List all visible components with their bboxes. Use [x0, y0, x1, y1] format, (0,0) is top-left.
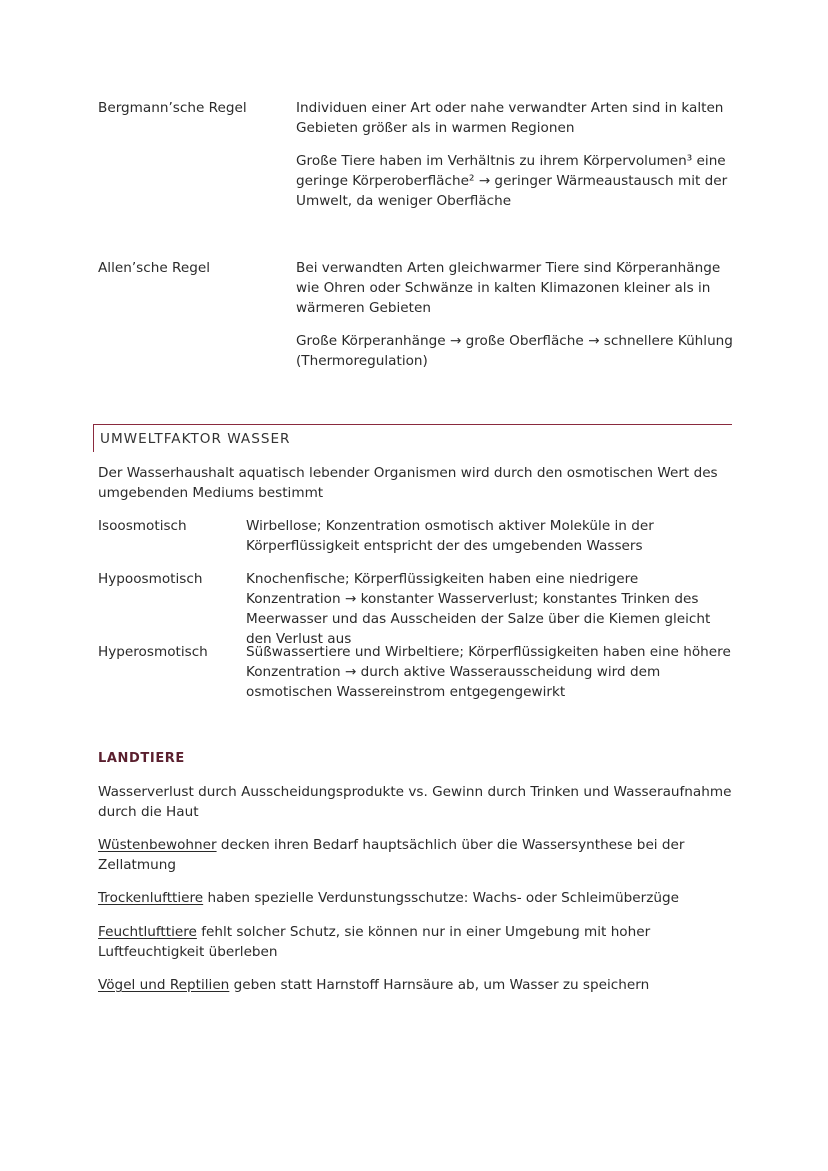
bergmann-explanation: Große Tiere haben im Verhältnis zu ihrem Körpervolumen³ eine geringe Körperoberfläche² → geringer Wärmeaustausch mit der Umwelt, da weniger Oberfläche: [296, 153, 728, 209]
allen-explanation: Große Körperanhänge → große Oberfläche → schnellere Kühlung (Thermoregulation): [296, 333, 733, 369]
term-hypoosmotisch: Hypoosmotisch: [98, 571, 203, 587]
wasser-intro: Der Wasserhaushalt aquatisch lebender Organismen wird durch den osmotischen Wert des umgebenden Mediums bestimmt: [98, 465, 718, 501]
bergmann-definition: Individuen einer Art oder nahe verwandter Arten sind in kalten Gebieten größer als in warmen Regionen: [296, 100, 724, 136]
item-text: fehlt solcher Schutz, sie können nur in einer Umgebung mit hoher Luftfeuchtigkeit überleben: [98, 924, 651, 960]
term-isoosmotisch: Isoosmotisch: [98, 518, 187, 534]
list-item: [98, 835, 738, 875]
item-text: decken ihren Bedarf hauptsächlich über die Wassersynthese bei der Zellatmung: [98, 837, 685, 873]
term-bergmann: Bergmann’sche Regel: [98, 100, 247, 116]
hypoosmotisch-definition: Knochenfische; Körperflüssigkeiten haben eine niedrigere Konzentration → konstanter Wasserverlust; konstantes Trinken des Meerwasser und das Ausscheiden der Salze über die Kiemen gleicht den Verlust aus: [246, 571, 711, 647]
list-item: [98, 922, 738, 962]
section-heading-wasser: [93, 424, 732, 452]
item-text: geben statt Harnstoff Harnsäure ab, um Wasser zu speichern: [229, 977, 650, 993]
list-item: [98, 888, 738, 908]
term-allen: Allen’sche Regel: [98, 260, 210, 276]
term-voegel-reptilien: Vögel und Reptilien: [98, 977, 230, 993]
allen-definition: Bei verwandten Arten gleichwarmer Tiere sind Körperanhänge wie Ohren oder Schwänze in kalten Klimazonen kleiner als in wärmeren Gebieten: [296, 260, 721, 316]
item-text: haben spezielle Verdunstungsschutze: Wachs- oder Schleimüberzüge: [203, 890, 679, 906]
term-hyperosmotisch: Hyperosmotisch: [98, 644, 208, 660]
isoosmotisch-definition: Wirbellose; Konzentration osmotisch aktiver Moleküle in der Körperflüssigkeit entspricht der des umgebenden Wassers: [246, 518, 654, 554]
section-heading-text: UMWELTFAKTOR WASSER: [100, 431, 291, 447]
landtiere-intro: Wasserverlust durch Ausscheidungsprodukte vs. Gewinn durch Trinken und Wasseraufnahme durch die Haut: [98, 784, 732, 820]
list-item: [98, 975, 738, 995]
term-trockenlufttiere: Trockenlufttiere: [98, 890, 204, 906]
term-feuchtlufttiere: Feuchtlufttiere: [98, 924, 197, 940]
subheading-landtiere: LANDTIERE: [98, 751, 185, 766]
term-wuestenbewohner: Wüstenbewohner: [98, 837, 217, 853]
hyperosmotisch-definition: Süßwassertiere und Wirbeltiere; Körperflüssigkeiten haben eine höhere Konzentration → durch aktive Wasserausscheidung wird dem osmotischen Wassereinstrom entgegengewirkt: [246, 644, 731, 700]
